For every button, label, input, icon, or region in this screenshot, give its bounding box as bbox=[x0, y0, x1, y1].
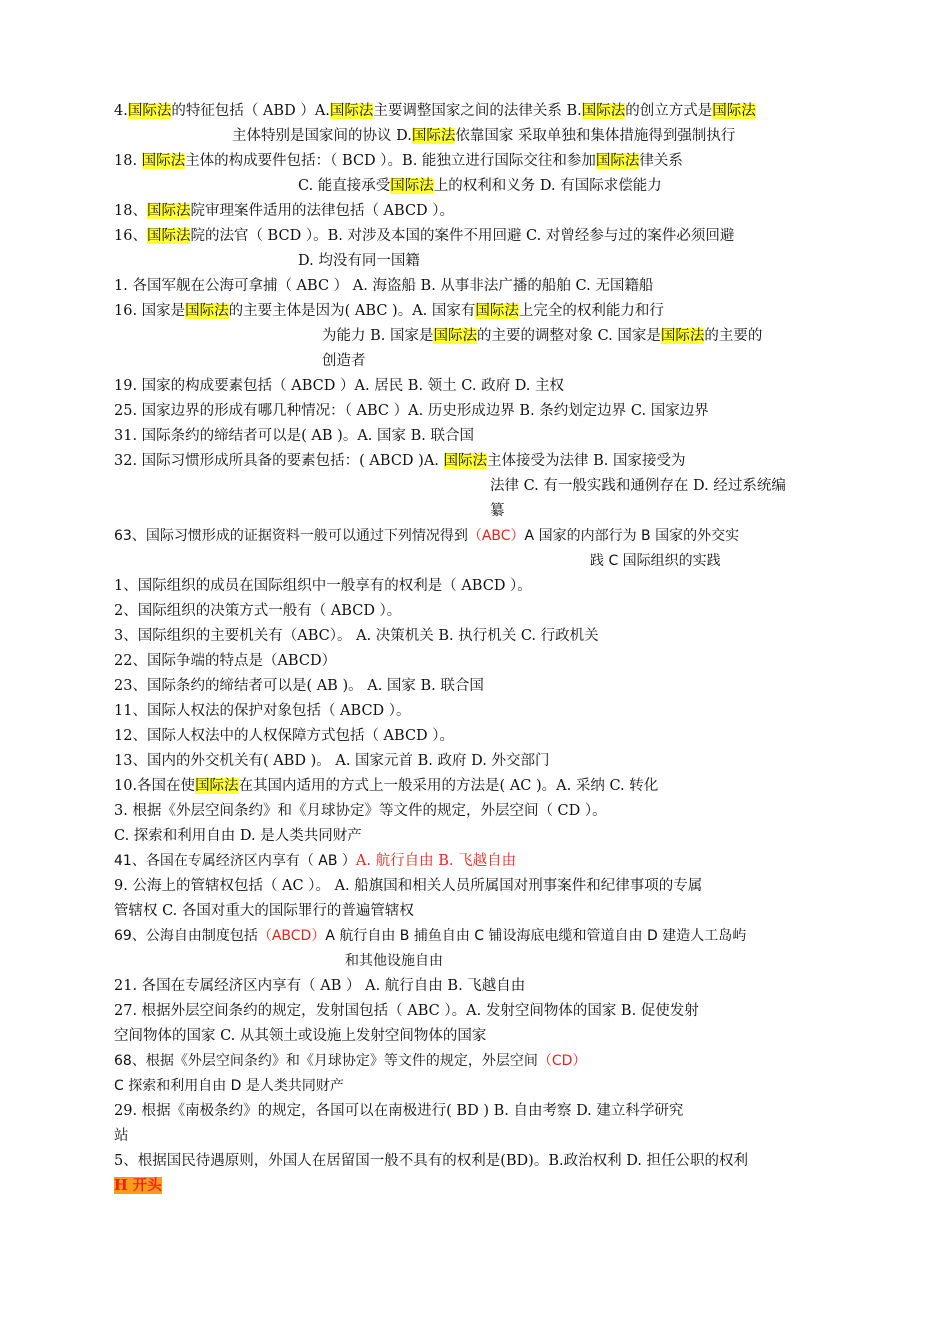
text-segment: 27. 根据外层空间条约的规定，发射国包括（ ABC ）。A. 发射空间物体的国家 B. 促使发射 bbox=[114, 1003, 699, 1019]
text-segment: 上完全的权利能力和行 bbox=[518, 303, 664, 319]
text-segment: 23、国际条约的缔结者可以是( AB )。 A. 国家 B. 联合国 bbox=[114, 678, 484, 694]
text-segment: 22、国际争端的特点是（ABCD） bbox=[114, 653, 337, 669]
text-line bbox=[322, 350, 382, 372]
highlighted-term: 国际法 bbox=[443, 453, 488, 469]
text-line bbox=[114, 150, 838, 172]
text-segment: 9. 公海上的管辖权包括（ AC ）。 A. 船旗国和相关人员所属国对刑事案件和纪律事项的专属 bbox=[114, 878, 703, 894]
text-segment: 68、根据《外层空间条约》和《月球协定》等文件的规定，外层空间 bbox=[114, 1053, 538, 1069]
text-line bbox=[114, 900, 474, 922]
text-line bbox=[114, 200, 514, 222]
text-line bbox=[114, 1000, 838, 1022]
text-segment: 的特征包括（ ABD ）A. bbox=[171, 103, 330, 119]
text-line bbox=[114, 1125, 134, 1147]
text-line bbox=[114, 400, 838, 422]
text-segment: 63、国际习惯形成的证据资料一般可以通过下列情况得到 bbox=[114, 528, 468, 544]
text-segment: 18、 bbox=[114, 203, 147, 219]
text-line bbox=[114, 1025, 614, 1047]
highlighted-term: 国际法 bbox=[390, 178, 434, 194]
text-line bbox=[322, 325, 838, 347]
text-segment: C. 能直接承受 bbox=[298, 178, 391, 194]
text-line bbox=[114, 1050, 674, 1072]
text-line bbox=[490, 475, 835, 497]
text-segment: 站 bbox=[114, 1128, 129, 1144]
text-segment: 上的权利和义务 D. 有国际求偿能力 bbox=[433, 178, 662, 194]
text-segment: 法律 C. 有一般实践和通例存在 D. 经过系统编 bbox=[490, 478, 786, 494]
text-segment: 25. 国家边界的形成有哪几种情况：（ ABC ）A. 历史形成边界 B. 条约划定边界 C. 国家边界 bbox=[114, 403, 709, 419]
text-segment: 19. 国家的构成要素包括（ ABCD ）A. 居民 B. 领土 C. 政府 D. 主权 bbox=[114, 378, 565, 394]
text-line bbox=[298, 175, 718, 197]
text-line bbox=[114, 300, 838, 322]
text-segment: 18. bbox=[114, 153, 142, 169]
text-segment: 主体特别是国家间的协议 D. bbox=[232, 128, 412, 144]
text-line bbox=[298, 250, 448, 272]
highlighted-term: 国际法 bbox=[329, 103, 374, 119]
text-segment: 1. 各国军舰在公海可拿捕（ ABC ） A. 海盗船 B. 从事非法广播的船舶 C. 无国籍船 bbox=[114, 278, 654, 294]
text-segment: 21. 各国在专属经济区内享有（ AB ） A. 航行自由 B. 飞越自由 bbox=[114, 978, 526, 994]
text-segment: 主要调整国家之间的法律关系 B. bbox=[373, 103, 582, 119]
text-segment: 2、国际组织的决策方式一般有（ ABCD ）。 bbox=[114, 603, 402, 619]
text-line bbox=[114, 600, 514, 622]
text-segment: 11、国际人权法的保护对象包括（ ABCD ）。 bbox=[114, 703, 411, 719]
text-segment: （ABC） bbox=[467, 528, 525, 544]
text-segment: D. 均没有同一国籍 bbox=[298, 253, 420, 269]
highlighted-term: 国际法 bbox=[411, 128, 456, 144]
highlighted-term: 国际法 bbox=[146, 228, 191, 244]
text-segment: 管辖权 C. 各国对重大的国际罪行的普遍管辖权 bbox=[114, 903, 414, 919]
text-segment: 纂 bbox=[490, 503, 505, 519]
text-segment: 主体的构成要件包括：（ BCD ）。B. 能独立进行国际交往和参加 bbox=[185, 153, 596, 169]
text-line bbox=[345, 950, 475, 972]
text-line bbox=[114, 750, 674, 772]
text-segment: 为能力 B. 国家是 bbox=[322, 328, 434, 344]
text-segment: 4. bbox=[114, 103, 128, 119]
text-line bbox=[114, 425, 614, 447]
highlighted-term: 国际法 bbox=[146, 203, 191, 219]
text-line bbox=[114, 525, 838, 547]
text-line bbox=[114, 800, 754, 822]
text-line bbox=[490, 500, 510, 522]
text-line bbox=[114, 575, 614, 597]
text-segment: 主体接受为法律 B. 国家接受为 bbox=[487, 453, 686, 469]
highlighted-term: 国际法 bbox=[712, 103, 756, 119]
highlighted-term: 国际法 bbox=[127, 103, 172, 119]
text-segment: 16、 bbox=[114, 228, 147, 244]
text-segment: （ABCD） bbox=[257, 928, 326, 944]
text-segment: 16. 国家是 bbox=[114, 303, 186, 319]
text-segment: 的主要的调整对象 C. 国家是 bbox=[476, 328, 661, 344]
text-line bbox=[114, 725, 514, 747]
text-segment: 32. 国际习惯形成所具备的要素包括：( ABCD )A. bbox=[114, 453, 444, 469]
text-line bbox=[114, 225, 838, 247]
text-segment: 12、国际人权法中的人权保障方式包括（ ABCD ）。 bbox=[114, 728, 455, 744]
text-segment: 5、根据国民待遇原则，外国人在居留国一般不具有的权利是(BD)。B.政治权利 D. 担任公职的权利 bbox=[114, 1153, 749, 1169]
text-line bbox=[114, 700, 514, 722]
text-segment: 的主要的 bbox=[704, 328, 763, 344]
text-segment: 41、各国在专属经济区内享有（ AB ） bbox=[114, 853, 356, 869]
text-segment: 创造者 bbox=[322, 353, 366, 369]
text-line bbox=[114, 675, 614, 697]
text-segment: 13、国内的外交机关有( ABD )。 A. 国家元首 B. 政府 D. 外交部门 bbox=[114, 753, 550, 769]
text-line bbox=[114, 100, 838, 122]
text-segment: C 探索和利用自由 D 是人类共同财产 bbox=[114, 1078, 344, 1094]
text-line bbox=[232, 125, 838, 147]
text-segment: 和其他设施自由 bbox=[345, 953, 443, 969]
text-line bbox=[114, 825, 454, 847]
text-segment: 律关系 bbox=[639, 153, 683, 169]
highlighted-term: 国际法 bbox=[595, 153, 640, 169]
text-segment: 践 C 国际组织的实践 bbox=[590, 553, 721, 569]
text-segment: 3、国际组织的主要机关有（ABC）。 A. 决策机关 B. 执行机关 C. 行政机关 bbox=[114, 628, 599, 644]
text-segment: A 航行自由 B 捕鱼自由 C 铺设海底电缆和管道自由 D 建造人工岛屿 bbox=[325, 928, 747, 944]
text-line bbox=[114, 925, 838, 947]
highlighted-term: 国际法 bbox=[141, 153, 186, 169]
highlighted-term: 国际法 bbox=[475, 303, 519, 319]
text-segment: 69、公海自由制度包括 bbox=[114, 928, 258, 944]
text-line bbox=[114, 1175, 174, 1197]
text-segment: 29. 根据《南极条约》的规定，各国可以在南极进行( BD ) B. 自由考察 D. 建立科学研究 bbox=[114, 1103, 684, 1119]
text-line bbox=[114, 775, 838, 797]
text-line bbox=[114, 850, 634, 872]
text-line bbox=[114, 1100, 838, 1122]
text-segment: （CD） bbox=[537, 1053, 587, 1069]
text-segment: 院审理案件适用的法律包括（ ABCD ）。 bbox=[190, 203, 455, 219]
text-segment: 空间物体的国家 C. 从其领土或设施上发射空间物体的国家 bbox=[114, 1028, 487, 1044]
text-line bbox=[114, 975, 654, 997]
text-line bbox=[114, 1075, 404, 1097]
text-segment: A 国家的内部行为 B 国家的外交实 bbox=[524, 528, 740, 544]
text-line bbox=[114, 275, 804, 297]
text-line bbox=[590, 550, 750, 572]
text-line bbox=[114, 375, 794, 397]
text-segment: C. 探索和利用自由 D. 是人类共同财产 bbox=[114, 828, 362, 844]
text-segment: A. 航行自由 B. 飞越自由 bbox=[355, 853, 517, 869]
text-segment: 的创立方式是 bbox=[625, 103, 713, 119]
text-segment: 1、国际组织的成员在国际组织中一般享有的权利是（ ABCD ）。 bbox=[114, 578, 532, 594]
text-segment: 10.各国在使 bbox=[114, 778, 196, 794]
text-line bbox=[114, 450, 838, 472]
text-segment: 院的法官（ BCD ）。B. 对涉及本国的案件不用回避 C. 对曾经参与过的案件必须回避 bbox=[190, 228, 735, 244]
text-line bbox=[114, 875, 838, 897]
text-segment: H 开头 bbox=[114, 1177, 162, 1194]
text-segment: 的主要主体是因为( ABC )。A. 国家有 bbox=[228, 303, 476, 319]
highlighted-term: 国际法 bbox=[660, 328, 705, 344]
highlighted-term: 国际法 bbox=[185, 303, 229, 319]
text-line bbox=[114, 625, 714, 647]
text-segment: 3. 根据《外层空间条约》和《月球协定》等文件的规定，外层空间（ CD ）。 bbox=[114, 803, 607, 819]
highlighted-term: 国际法 bbox=[433, 328, 477, 344]
text-segment: 在其国内适用的方式上一般采用的方法是( AC )。A. 采纳 C. 转化 bbox=[238, 778, 659, 794]
text-segment: 31. 国际条约的缔结者可以是( AB )。A. 国家 B. 联合国 bbox=[114, 428, 474, 444]
highlighted-term: 国际法 bbox=[195, 778, 239, 794]
text-line bbox=[114, 650, 414, 672]
highlighted-term: 国际法 bbox=[581, 103, 626, 119]
text-line bbox=[114, 1150, 838, 1172]
text-segment: 依靠国家 采取单独和集体措施得到强制执行 bbox=[455, 128, 736, 144]
